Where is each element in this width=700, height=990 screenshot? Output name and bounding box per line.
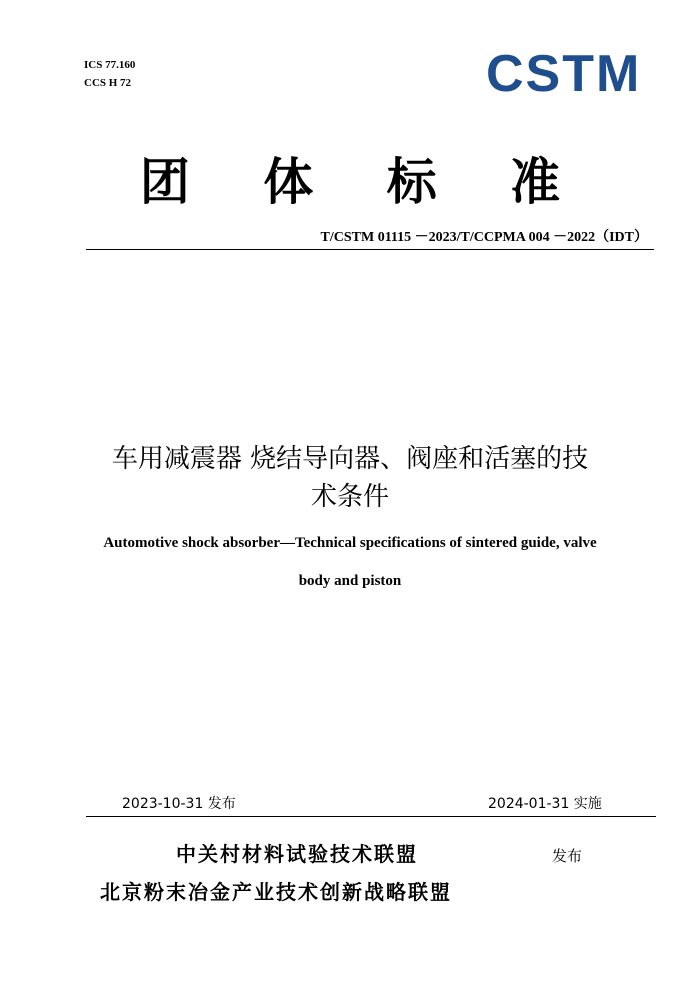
bottom-divider <box>86 816 656 817</box>
standard-number: T/CSTM 01115 －2023/T/CCPMA 004 －2022（IDT） <box>320 230 648 245</box>
issuer-org-2: 北京粉末冶金产业技术创新战略联盟 <box>100 880 452 904</box>
issue-label: 发布 <box>552 847 583 865</box>
chinese-title-line-2: 术条件 <box>310 482 389 512</box>
english-title <box>60 524 640 600</box>
classification-codes <box>84 56 135 92</box>
ics-code: ICS 77.160 <box>84 59 136 71</box>
publish-date: 2023-10-31 发布 <box>122 796 236 812</box>
english-title-line-2: body and piston <box>298 573 402 589</box>
implement-date: 2024-01-31 实施 <box>488 796 602 812</box>
english-title-line-1: Automotive shock absorber—Technical specifications of sintered guide, valve <box>103 535 597 551</box>
cstm-logo <box>486 45 648 103</box>
chinese-title-line-1: 车用减震器 烧结导向器、阀座和活塞的技 <box>111 444 589 474</box>
top-divider <box>86 249 654 250</box>
ccs-code: CCS H 72 <box>84 77 132 89</box>
logo-text: CSTM <box>486 45 642 103</box>
document-type-title: 团 体 标 准 <box>139 153 589 211</box>
chinese-title <box>60 440 640 516</box>
issuer-org-1: 中关村材料试验技术联盟 <box>176 842 418 866</box>
